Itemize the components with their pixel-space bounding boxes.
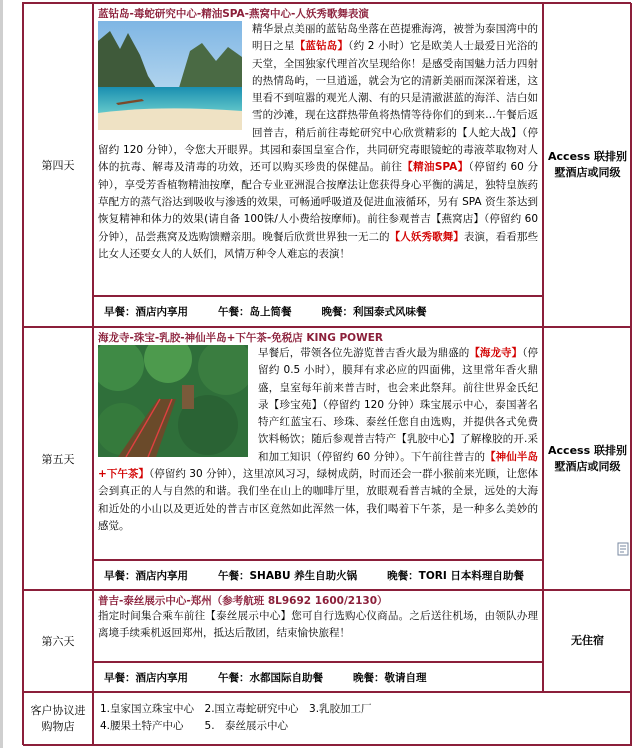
dinner: 晚餐：利国泰式风味餐 xyxy=(321,306,427,318)
highlight-sea-dragon-temple: 【海龙寺】 xyxy=(469,347,523,359)
shops-row-1: 1.皇家国立珠宝中心 2.国立毒蛇研究中心 3.乳胶加工厂 xyxy=(100,703,372,715)
highlight-fairy-peninsula: 【神仙半岛+下午茶】 xyxy=(98,450,538,481)
day6-hotel-cell xyxy=(543,590,632,692)
lunch: 午餐：岛上简餐 xyxy=(218,306,292,318)
day-title: 蓝钻岛-毒蛇研究中心-精油SPA-燕窝中心-人妖秀歌舞表演 xyxy=(98,8,369,20)
shops-list-cell xyxy=(93,692,632,746)
breakfast: 早餐：酒店内享用 xyxy=(104,306,188,318)
day5-meals-row xyxy=(93,560,543,590)
hotel-text: Access 联排别墅酒店或同级 xyxy=(548,443,627,473)
day5-content-cell: 海龙寺-珠宝-乳胶-神仙半岛+下午茶-免税店 KING POWER 早餐后，带领各位先游览普吉香火最为鼎盛的【海龙寺】（停留约 0.5 小时），膜拜有求必应的四面佛，这里常年香火鼎盛，皇室每年前来普吉时，也会来此祭拜。前往世界金氏纪录【珍宝苑】（停留约 120 分钟）珠宝展示中心，泰国著名特产红蓝宝石、珍珠、泰丝任您自由选购，并提供各式免费饮料畅饮；随后参观普吉特产【乳胶中心】了解橡胶的开.采和加工知识（停留约 60 分钟）。下午前往普吉的【神仙半岛+下午茶】（停留约 30 分钟），这里凉风习习，绿树成荫，时而还会一群小猴前来光顾，让您体会到真正的人与自然的和谐。我们坐在山上的咖啡厅里，放眼观看普吉城的全景，远处的大海和近处的小山以及更近处的普吉市区竟然如此浑然一体，我们喝着下午茶，是一种多么美妙的感觉。 xyxy=(93,327,543,560)
dinner: 晚餐：敬请自理 xyxy=(353,671,427,684)
day6-meals-row xyxy=(93,662,543,692)
shops-label-cell xyxy=(23,692,93,746)
itinerary-table xyxy=(22,2,631,745)
day6-description: 指定时间集合乘车前往【泰丝展示中心】您可自行选购心仪商品。之后送往机场，由领队办理离境手续乘机返回郑州，抵达后散团，结束愉快旅程！ xyxy=(98,610,538,640)
left-scroll-edge xyxy=(0,0,3,748)
day-label: 第六天 xyxy=(41,635,75,648)
day4-content-cell: 蓝钻岛-毒蛇研究中心-精油SPA-燕窝中心-人妖秀歌舞表演 精华景点美丽的蓝钻岛坐落在芭提雅海湾，被誉为泰国湾中的明日之星【蓝钻岛】（约 2 小时）它是欧美人士最爱日光浴的天堂，全国独家代理首次呈现给你！是感受南国魅力活力四射的热情岛屿，一旦逍遥，就会为它的清新美丽而深深着迷，这里看不到喧嚣的观光人潮、有的只是清澈湛蓝的海洋、洁白如雪的沙滩，现在这群热带鱼将热情等待你们的到来…午餐后返回普吉，稍后前往毒蛇研究中心欣赏精彩的【人蛇大战】（停留约 120 分钟），令您大开眼界。其园和泰国皇室合作，共同研究毒眼镜蛇的毒液萃取物对人体的抗毒、解毒及清毒的功效，还可以购买珍贵的保健品。前往【精油SPA】（停留约 60 分钟），享受芳香植物精油按摩，配合专业亚洲混合按摩法让您获得身心平衡的满足，独特皇族药草配方的蒸气浴达到吸收与渗透的效果，可畅通呼吸道及促进血液循环，另有 SPA 资生茶达到恢复精神和体力的效果(请自备 100铢/人小费给按摩师)。前往参观普吉【燕窝店】（停留约 60 分钟），品尝燕窝及选购馈赠亲朋。晚餐后欣赏世界独一无二的【人妖秀歌舞】表演，看看那些比女人还要女人的人妖们，风情万种令人难忘的表演！ xyxy=(93,3,543,296)
day5-label-cell xyxy=(23,327,93,590)
lunch: 午餐：SHABU 养生自助火锅 xyxy=(218,569,358,582)
document-icon[interactable] xyxy=(616,542,632,556)
day6-label-cell xyxy=(23,590,93,692)
day-title: 普吉-泰丝展示中心-郑州（参考航班 8L9692 1600/2130） xyxy=(98,595,388,607)
day-label: 第四天 xyxy=(41,159,75,172)
hotel-text: Access 联排别墅酒店或同级 xyxy=(548,150,627,179)
highlight-blue-diamond-island: 【蓝钻岛】 xyxy=(294,40,349,53)
day4-hotel-cell xyxy=(543,3,632,327)
day4-label-cell xyxy=(23,3,93,327)
hotel-text: 无住宿 xyxy=(571,634,604,647)
breakfast: 早餐：酒店内享用 xyxy=(104,671,188,684)
shops-label: 客户协议进购物店 xyxy=(30,704,86,733)
day4-island-photo xyxy=(98,21,242,130)
day-label: 第五天 xyxy=(41,452,75,466)
highlight-spa: 【精油SPA】 xyxy=(402,161,469,174)
day4-meals-row xyxy=(93,296,543,327)
shops-row-2: 4.腰果土特产中心 5. 泰丝展示中心 xyxy=(100,720,289,732)
dinner: 晚餐：TORI 日本料理自助餐 xyxy=(387,569,524,582)
day5-bridge-photo xyxy=(98,345,248,457)
highlight-ladyboy-show: 【人妖秀歌舞】 xyxy=(389,230,464,243)
day6-content-cell xyxy=(93,590,543,662)
breakfast: 早餐：酒店内享用 xyxy=(104,569,188,582)
day-title: 海龙寺-珠宝-乳胶-神仙半岛+下午茶-免税店 KING POWER xyxy=(98,332,383,344)
lunch: 午餐：水都国际自助餐 xyxy=(218,671,323,684)
